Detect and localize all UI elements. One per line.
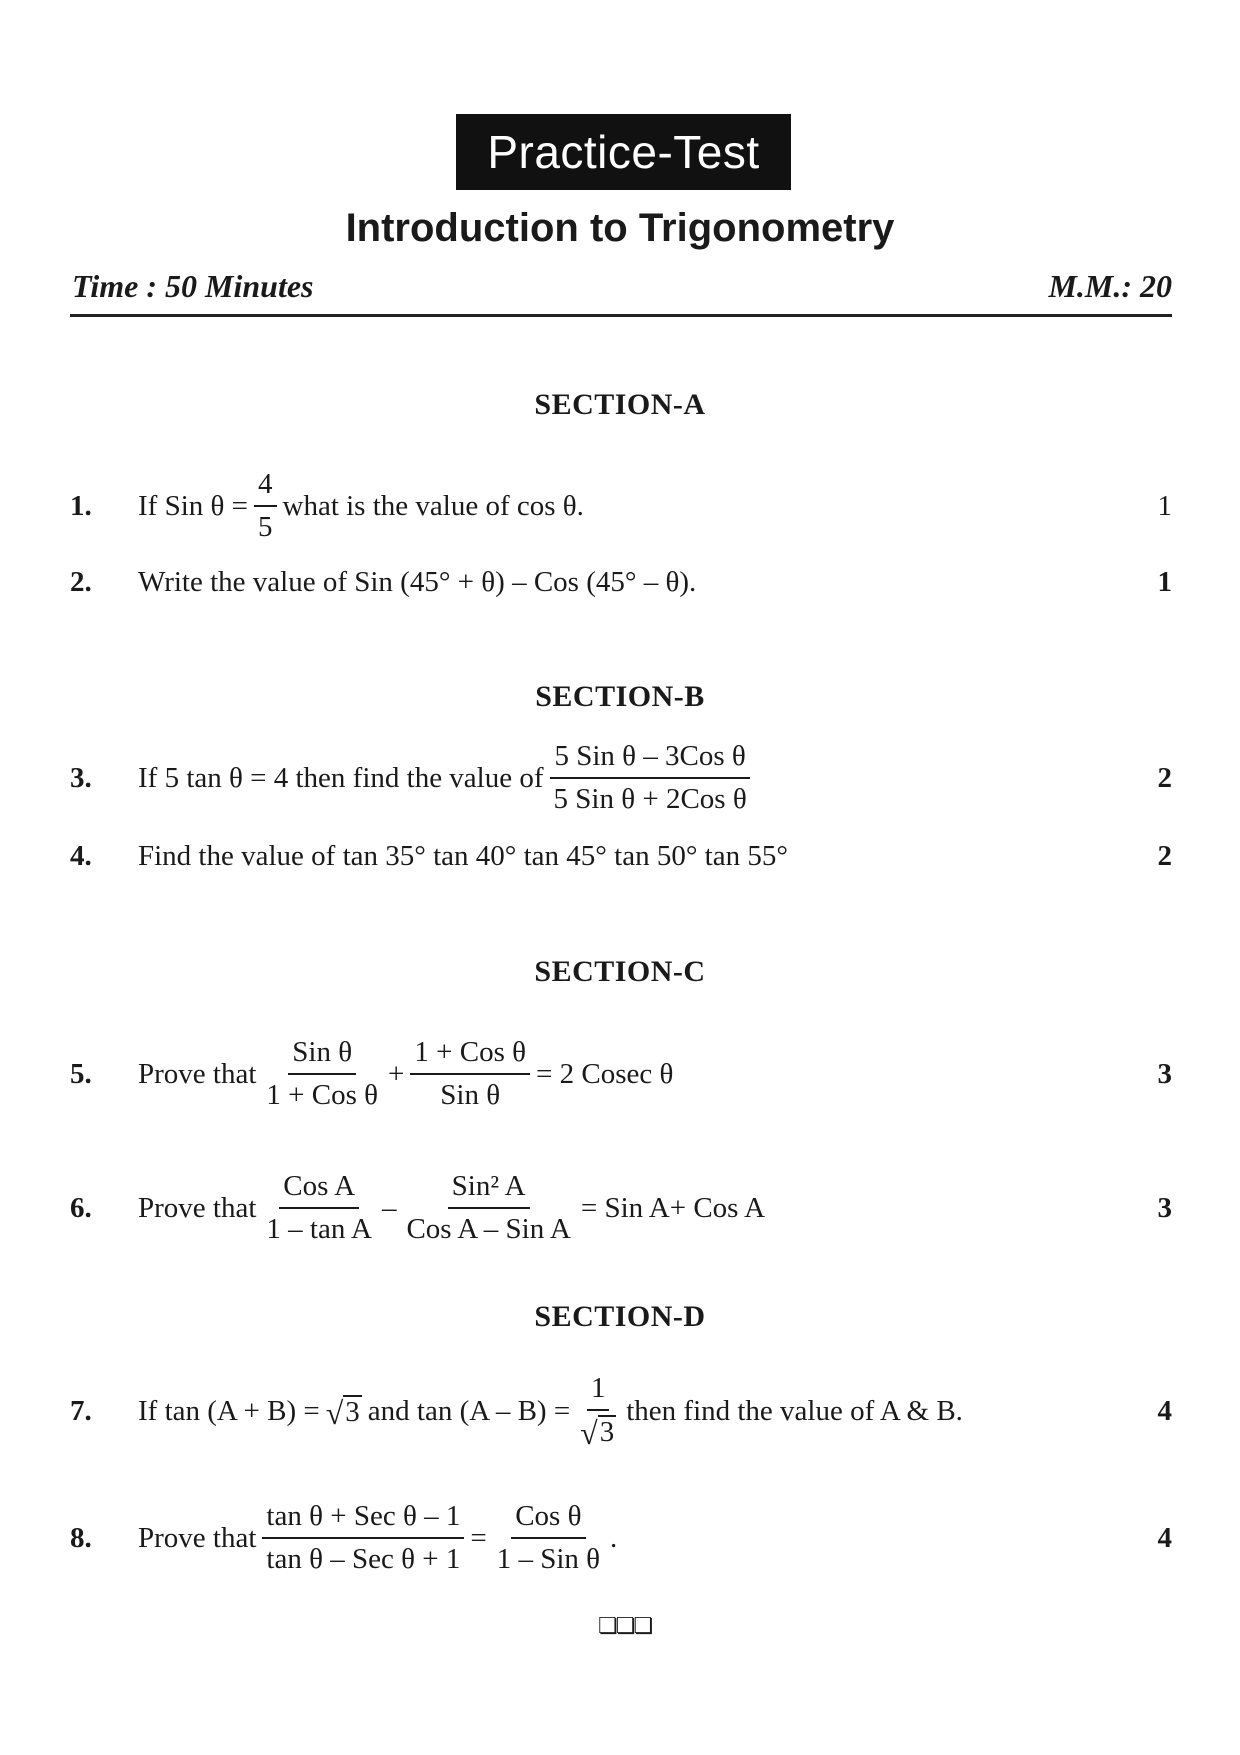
fraction-denominator: tan θ – Sec θ + 1: [266, 1543, 461, 1575]
fraction-numerator: 1 + Cos θ: [410, 1036, 530, 1075]
fraction-denominator: Cos A – Sin A: [406, 1213, 571, 1245]
fraction: [493, 1500, 604, 1576]
text-pre: If Sin θ =: [138, 489, 248, 522]
section-d-heading: SECTION-D: [534, 1300, 706, 1333]
question-text: Find the value of tan 35° tan 40° tan 45° tan 50° tan 55°: [138, 840, 788, 872]
text-pre: Prove that: [138, 1191, 257, 1224]
section-c-heading: SECTION-C: [534, 955, 706, 988]
question-text: [138, 1372, 1132, 1452]
fraction-numerator: Sin θ: [288, 1036, 356, 1075]
fraction: [402, 1170, 574, 1246]
fraction-denominator: 1 – Sin θ: [496, 1543, 601, 1575]
question-number: 7.: [70, 1395, 92, 1428]
text-post: then find the value of A & B.: [626, 1395, 963, 1428]
marks: 2: [1157, 761, 1172, 794]
question-text: [138, 1036, 1132, 1112]
marks: 1: [1157, 566, 1172, 598]
text-pre: Prove that: [138, 1521, 257, 1554]
marks: 4: [1157, 1395, 1172, 1428]
fraction-denominator: 5: [258, 511, 273, 543]
question-text: Write the value of Sin (45° + θ) – Cos (45° – θ).: [138, 566, 697, 598]
fraction-numerator: tan θ + Sec θ – 1: [262, 1500, 464, 1539]
fraction-numerator: Cos θ: [511, 1500, 585, 1539]
question-4: [70, 840, 1172, 873]
fraction-numerator: Sin² A: [448, 1170, 530, 1209]
question-6: [70, 1170, 1172, 1246]
fraction-numerator: 5 Sin θ – 3Cos θ: [550, 740, 749, 779]
question-text: [138, 740, 1132, 816]
section-b-heading: SECTION-B: [535, 680, 705, 713]
section-a-heading: SECTION-A: [534, 388, 706, 421]
fraction: [576, 1372, 620, 1452]
header-rule: [70, 314, 1172, 317]
question-2: [70, 566, 1172, 599]
marks: 3: [1157, 1057, 1172, 1090]
question-number: 8.: [70, 1521, 92, 1554]
question-number: 6.: [70, 1191, 92, 1224]
fraction-numerator: Cos A: [279, 1170, 359, 1209]
question-number: 4.: [70, 840, 92, 872]
subtitle: Introduction to Trigonometry: [345, 206, 895, 250]
fraction-denominator: [576, 1411, 620, 1452]
question-7: [70, 1372, 1172, 1452]
question-number: 5.: [70, 1057, 92, 1090]
radical-sign-icon: √: [580, 1414, 598, 1451]
question-text: [138, 1500, 1132, 1576]
time-label: Time : 50 Minutes: [72, 268, 314, 304]
text-post: what is the value of cos θ.: [282, 489, 584, 522]
question-text: [138, 468, 1132, 544]
fraction-denominator: 1 – tan A: [266, 1213, 372, 1245]
text-post: = 2 Cosec θ: [536, 1057, 674, 1090]
question-1: [70, 468, 1172, 544]
question-number: 1.: [70, 489, 92, 522]
fraction: [262, 1170, 376, 1246]
fraction-denominator: Sin θ: [440, 1079, 501, 1111]
marks: 1: [1157, 489, 1172, 522]
question-8: [70, 1500, 1172, 1576]
question-3: [70, 740, 1172, 816]
fraction-numerator: 4: [254, 468, 277, 507]
marks: 2: [1157, 840, 1172, 872]
square-root: [580, 1415, 616, 1449]
equals-sign: =: [470, 1521, 487, 1554]
text-post: = Sin A+ Cos A: [580, 1191, 766, 1224]
max-marks-label: M.M.: 20: [1048, 268, 1172, 304]
question-text: [138, 1170, 1132, 1246]
question-number: 2.: [70, 566, 92, 598]
radicand: 3: [345, 1396, 360, 1428]
fraction-denominator: 1 + Cos θ: [266, 1079, 379, 1111]
text-mid: and tan (A – B) =: [367, 1395, 571, 1428]
page-title: Practice-Test: [456, 114, 791, 190]
fraction: [550, 740, 751, 816]
end-mark: ❏❏❏: [598, 1613, 652, 1638]
operator: –: [381, 1191, 397, 1224]
question-number: 3.: [70, 761, 92, 794]
fraction: [262, 1500, 464, 1576]
text-post: .: [610, 1521, 618, 1554]
text-pre: If 5 tan θ = 4 then find the value of: [138, 761, 544, 794]
radicand: 3: [599, 1416, 615, 1448]
operator: +: [388, 1057, 405, 1090]
text-pre: Prove that: [138, 1057, 257, 1090]
fraction: [410, 1036, 530, 1112]
fraction: [262, 1036, 382, 1112]
radical-sign-icon: √: [325, 1394, 344, 1431]
fraction-denominator: 5 Sin θ + 2Cos θ: [553, 783, 747, 815]
fraction: [254, 468, 277, 544]
question-5: [70, 1036, 1172, 1112]
marks: 4: [1157, 1521, 1172, 1554]
fraction-numerator: 1: [587, 1372, 610, 1411]
marks: 3: [1157, 1191, 1172, 1224]
square-root: [326, 1395, 362, 1429]
text-pre: If tan (A + B) =: [138, 1395, 320, 1428]
